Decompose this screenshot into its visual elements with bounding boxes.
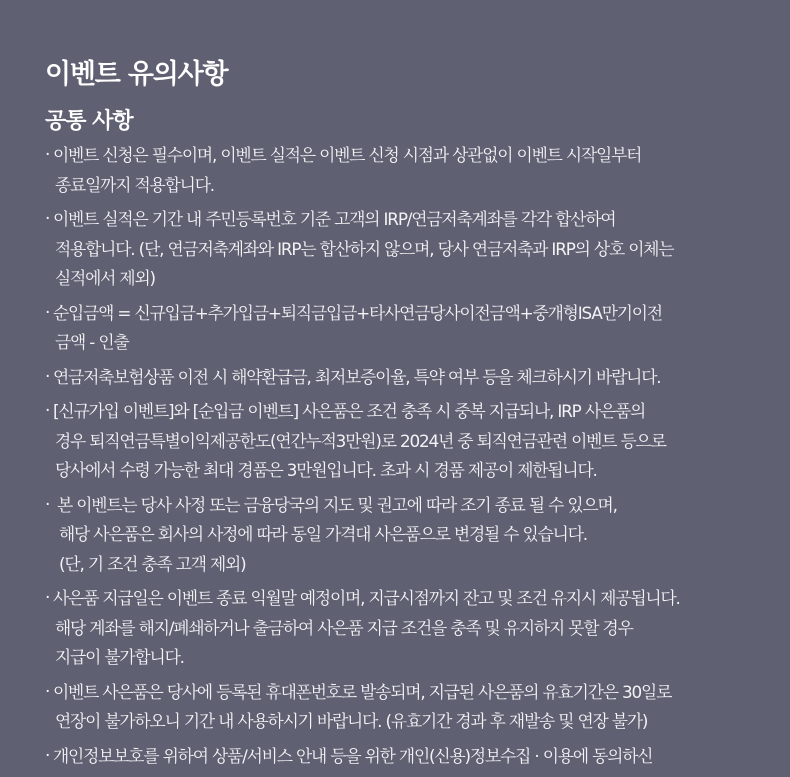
notice-item-line: 이벤트 사은품은 당사에 등록된 휴대폰번호로 발송되며, 지급된 사은품의 유효기간은 30일로 (53, 681, 672, 702)
bullet-dot: · (45, 145, 51, 165)
notice-item-line: 금액 - 인출 (55, 332, 129, 352)
notice-item (45, 205, 775, 294)
notice-item-line: 지급이 불가합니다. (55, 647, 184, 667)
notice-title: 이벤트 유의사항 (45, 59, 228, 90)
notice-item-line: (단, 기 조건 충족 고객 제외) (59, 553, 246, 574)
notice-item-line: 실적에서 제외) (55, 268, 155, 288)
notice-item (45, 678, 775, 737)
bullet-dot: · (45, 209, 51, 229)
notice-item (45, 742, 775, 772)
notice-item-line: 순입금액 = 신규입금+추가입금+퇴직금입금+타사연금당사이전금액+중개형ISA만기이전 (53, 302, 662, 323)
event-notice (45, 55, 775, 776)
notice-item-line: 해당 계좌를 해지/폐쇄하거나 출금하여 사은품 지급 조건을 충족 및 유지하지 못할 경우 (55, 617, 633, 638)
notice-item-line: 개인정보보호를 위하여 상품/서비스 안내 등을 위한 개인(신용)정보수집 · 이용에 동의하신 (53, 745, 653, 766)
notice-item (45, 397, 775, 486)
notice-item-line: 종료일까지 적용합니다. (55, 174, 214, 195)
bullet-dot: · (45, 302, 51, 323)
section-title-common: 공통 사항 (45, 109, 133, 134)
notice-item-line: 사은품 지급일은 이벤트 종료 익월말 예정이며, 지급시점까지 잔고 및 조건 유지시 제공됩니다. (53, 588, 680, 608)
notice-list (45, 141, 775, 771)
notice-item-line: 연금저축보험상품 이전 시 해약환급금, 최저보증이율, 특약 여부 등을 체크하시기 바랍니다. (53, 366, 661, 387)
notice-item (45, 491, 775, 580)
bullet-dot: · (45, 401, 51, 421)
notice-item-line: 본 이벤트는 당사 사정 또는 금융당국의 지도 및 권고에 따라 조기 종료 될 수 있으며, (57, 494, 617, 515)
bullet-dot: · (45, 494, 51, 515)
notice-item-line: 해당 사은품은 회사의 사정에 따라 동일 가격대 사은품으로 변경될 수 있습니다. (59, 524, 587, 544)
notice-item-line: [신규가입 이벤트]와 [순입금 이벤트] 사은품은 조건 충족 시 중복 지급되나, IRP 사은품의 (53, 401, 646, 421)
notice-item (45, 363, 775, 393)
notice-item-line: 이벤트 실적은 기간 내 주민등록번호 기준 고객의 IRP/연금저축계좌를 각각 합산하여 (53, 209, 616, 229)
notice-item-line: 이벤트 신청은 필수이며, 이벤트 실적은 이벤트 신청 시점과 상관없이 이벤트 시작일부터 (53, 145, 642, 165)
notice-item-line: 적용합니다. (단, 연금저축계좌와 IRP는 합산하지 않으며, 당사 연금저축과 IRP의 상호 이체는 (55, 238, 674, 259)
bullet-dot: · (45, 681, 51, 702)
notice-item (45, 584, 775, 673)
notice-item (45, 299, 775, 358)
notice-item (45, 141, 775, 200)
bullet-dot: · (45, 366, 51, 387)
notice-item-line: 연장이 불가하오니 기간 내 사용하시기 바랍니다. (유효기간 경과 후 재발송 및 연장 불가) (55, 711, 648, 731)
bullet-dot: · (45, 588, 51, 608)
notice-item-line: 당사에서 수령 가능한 최대 경품은 3만원입니다. 초과 시 경품 제공이 제한됩니다. (55, 460, 597, 480)
notice-item-line: 경우 퇴직연금특별이익제공한도(연간누적3만원)로 2024년 중 퇴직연금관련 이벤트 등으로 (55, 430, 666, 451)
bullet-dot: · (45, 745, 51, 766)
